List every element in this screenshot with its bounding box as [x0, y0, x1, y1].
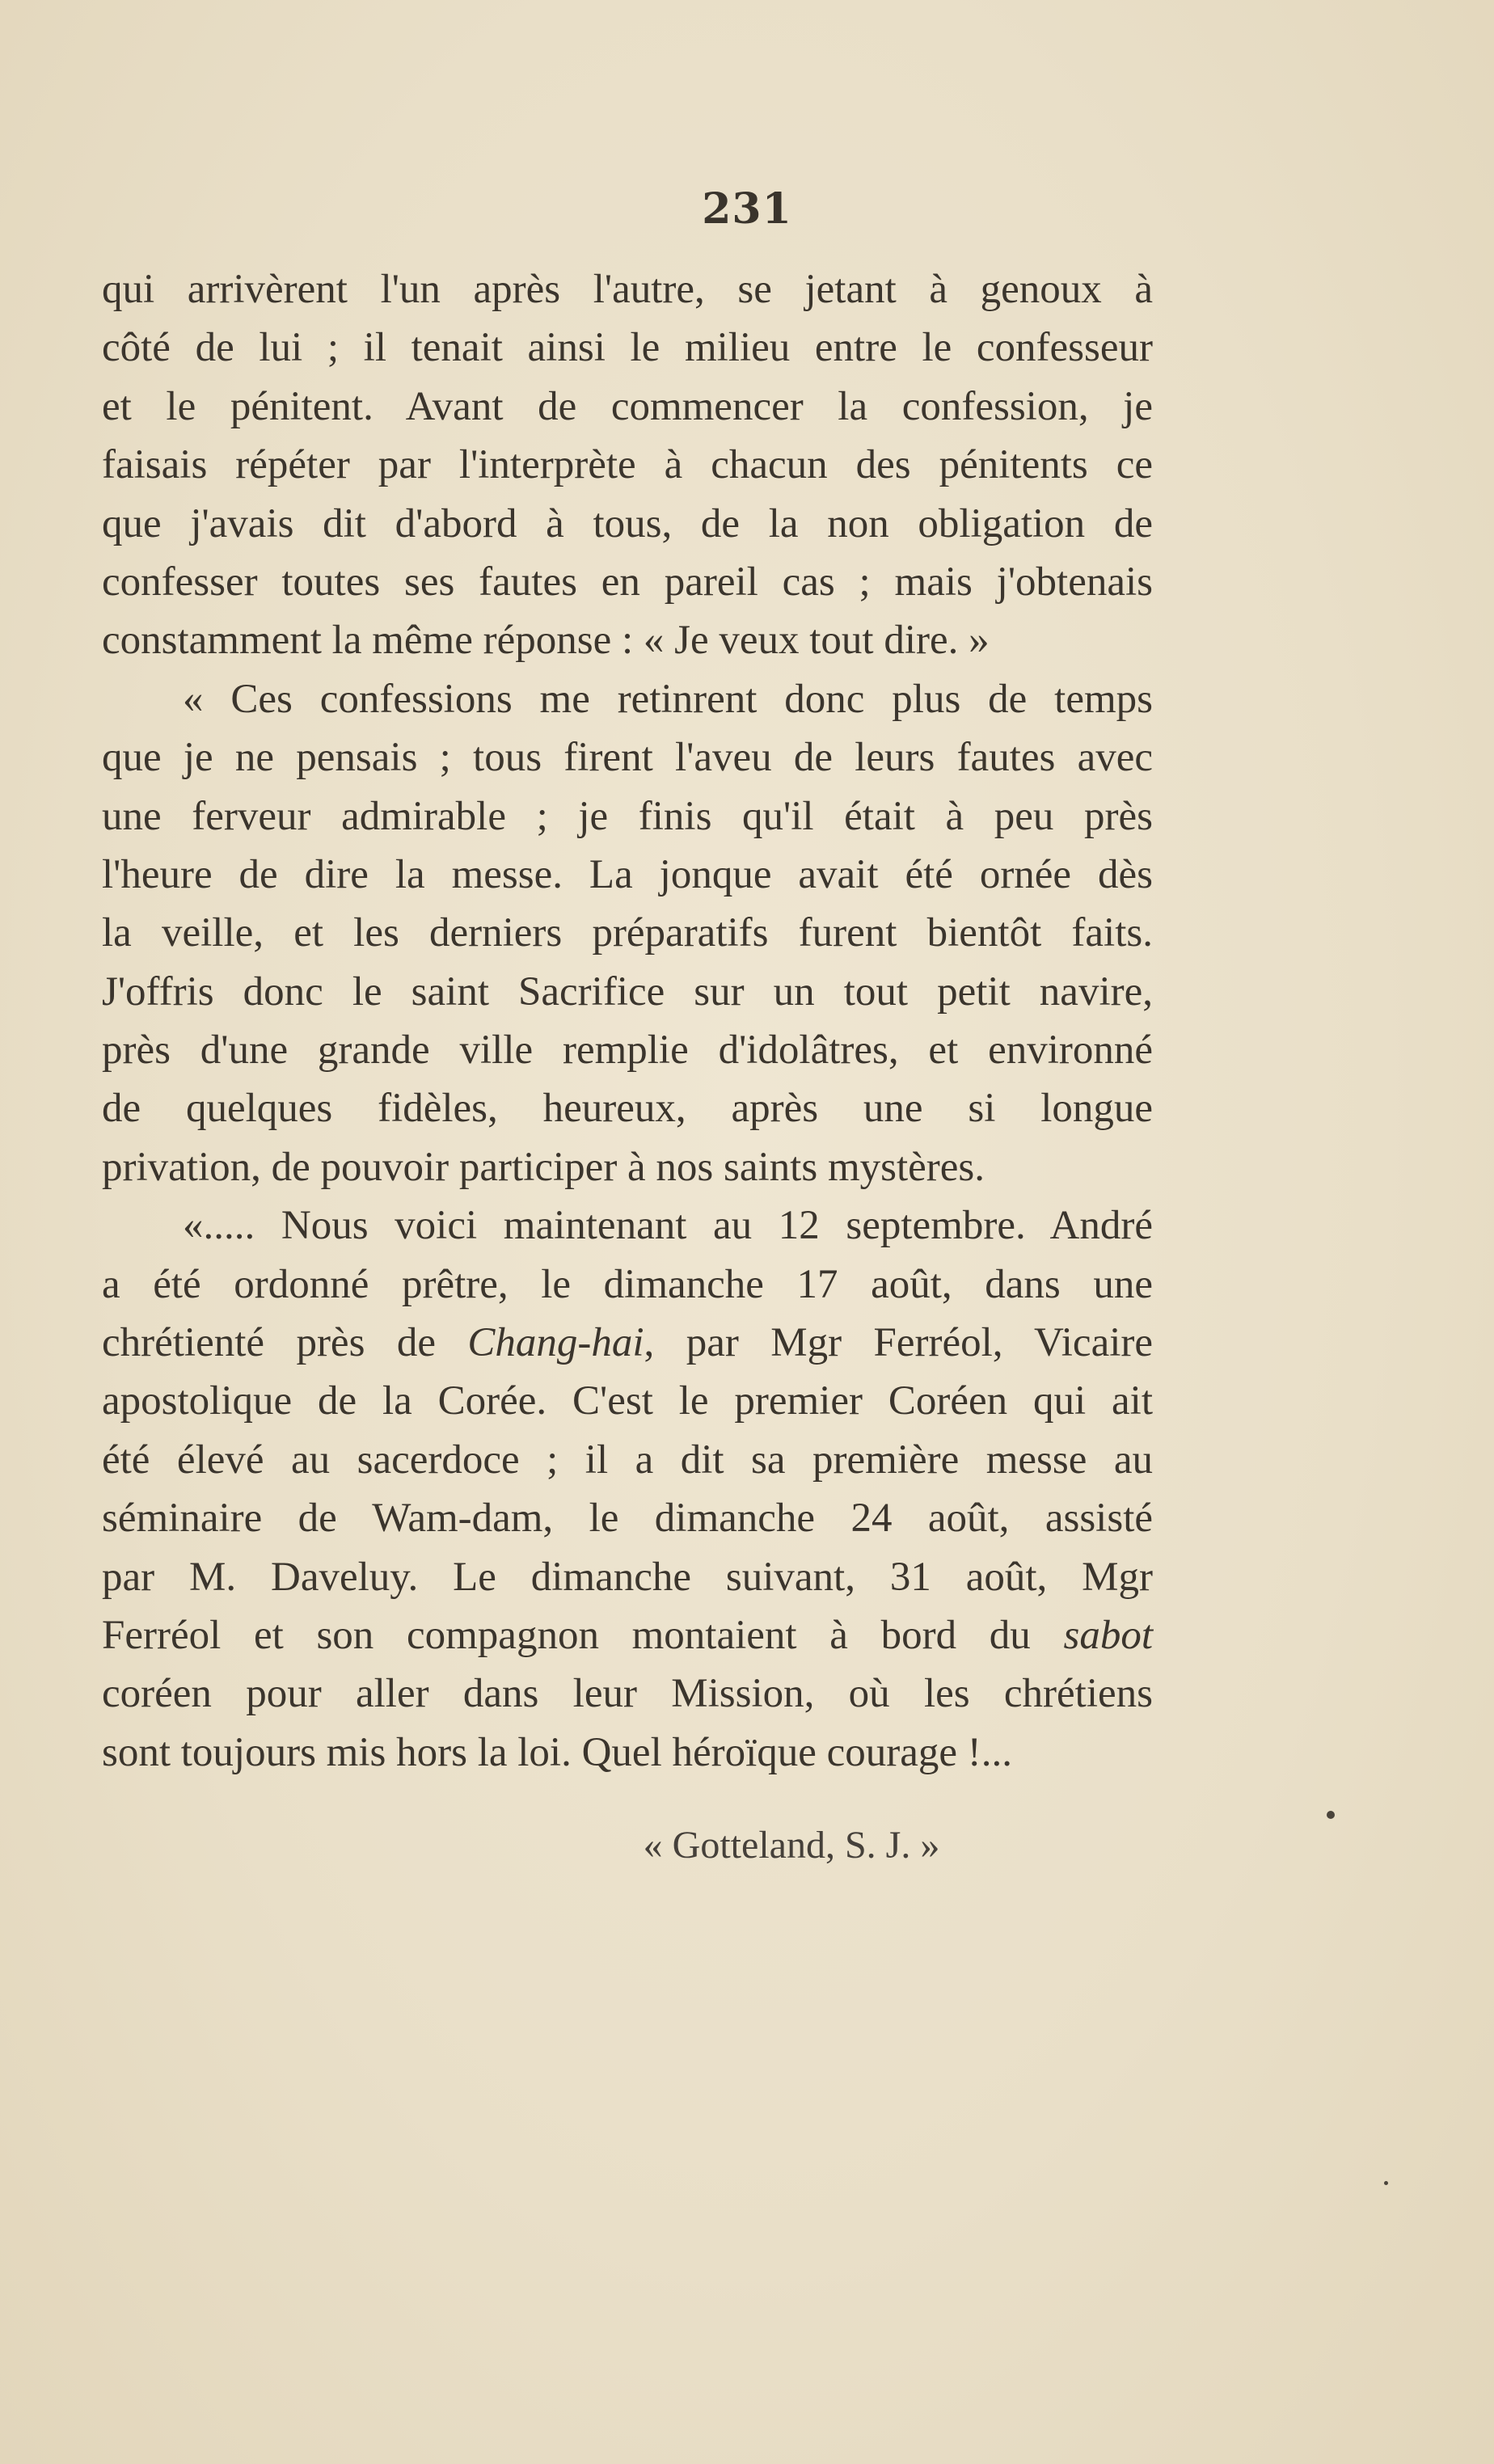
text-fragment: Ferréol et son compagnon montaient à bord du	[102, 1612, 1064, 1658]
text-line: côté de lui ; il tenait ainsi le milieu entre le confesseur	[102, 325, 1153, 371]
text-line: sont toujours mis hors la loi. Quel héroïque courage !...	[102, 1729, 1013, 1775]
text-line: la veille, et les derniers préparatifs furent bientôt faits.	[102, 910, 1153, 956]
text-line: et le pénitent. Avant de commencer la confession, je	[102, 383, 1153, 429]
page-number: 231	[702, 184, 792, 234]
text-line: J'offris donc le saint Sacrifice sur un tout petit navire,	[102, 968, 1153, 1015]
text-line: qui arrivèrent l'un après l'autre, se jetant à genoux à	[102, 267, 1153, 312]
text-line: coréen pour aller dans leur Mission, où les chrétiens	[102, 1671, 1153, 1717]
signature: « Gotteland, S. J. »	[643, 1824, 940, 1867]
text-line: été élevé au sacerdoce ; il a dit sa première messe au	[102, 1437, 1153, 1483]
text-line: «..... Nous voici maintenant au 12 septembre. André	[183, 1203, 1153, 1249]
text-line: de quelques fidèles, heureux, après une si longue	[102, 1086, 1153, 1132]
text-line: privation, de pouvoir participer à nos saints mystères.	[102, 1144, 985, 1190]
text-fragment: , par Mgr Ferréol, Vicaire	[644, 1320, 1153, 1366]
text-line: confesser toutes ses fautes en pareil cas ; mais j'obtenais	[102, 559, 1153, 605]
text-line: « Ces confessions me retinrent donc plus de temps	[183, 676, 1153, 722]
text-line: que j'avais dit d'abord à tous, de la non obligation de	[102, 500, 1153, 546]
text-line: que je ne pensais ; tous firent l'aveu de leurs fautes avec	[102, 735, 1153, 781]
text-line	[102, 1314, 1153, 1372]
ink-speck	[1384, 2181, 1388, 2185]
text-line: l'heure de dire la messe. La jonque avait été ornée dès	[102, 851, 1153, 897]
text-line: a été ordonné prêtre, le dimanche 17 août, dans une	[102, 1261, 1153, 1307]
text-line: près d'une grande ville remplie d'idolâtres, et environné	[102, 1027, 1153, 1074]
text-line: séminaire de Wam-dam, le dimanche 24 août, assisté	[102, 1496, 1153, 1542]
ink-speck	[1327, 1811, 1335, 1819]
text-line: une ferveur admirable ; je finis qu'il était à peu près	[102, 793, 1153, 839]
text-fragment: chrétienté près de	[102, 1320, 468, 1366]
italic-place-name: Chang-hai	[467, 1320, 644, 1366]
text-line	[102, 1606, 1153, 1664]
text-line: constamment la même réponse : « Je veux tout dire. »	[102, 618, 990, 664]
body-text	[102, 260, 1153, 1782]
text-line: apostolique de la Corée. C'est le premier Coréen qui ait	[102, 1378, 1153, 1424]
text-line: par M. Daveluy. Le dimanche suivant, 31 août, Mgr	[102, 1554, 1153, 1600]
text-line: faisais répéter par l'interprète à chacun des pénitents ce	[102, 442, 1153, 488]
italic-word: sabot	[1063, 1612, 1153, 1658]
